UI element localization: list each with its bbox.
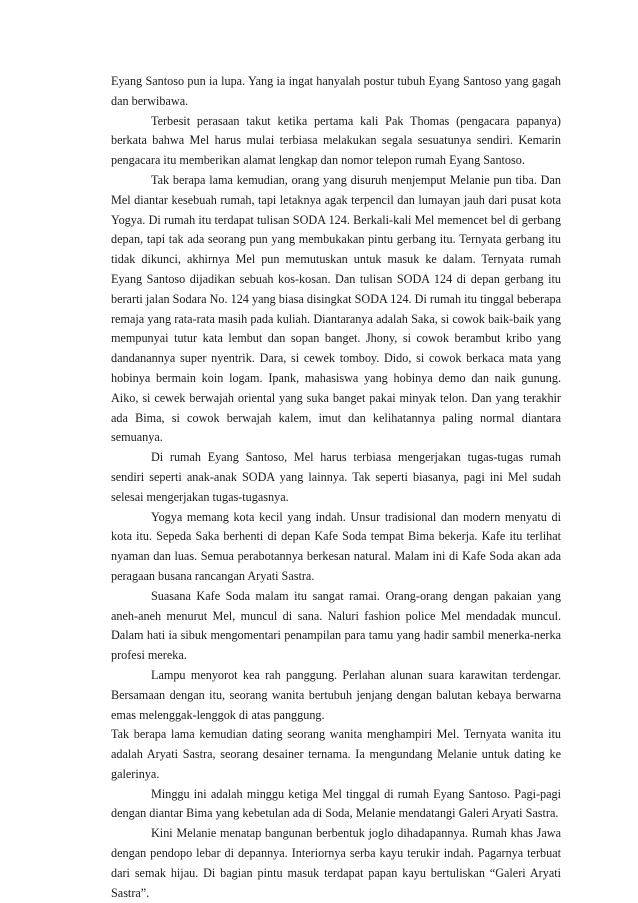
paragraph: Lampu menyorot kea rah panggung. Perlahan alunan suara karawitan terdengar. Bersamaan dengan itu, seorang wanita bertubuh jenjang dengan balutan kebaya berwarna emas melenggak-lenggok di atas panggung. — [111, 667, 561, 722]
paragraph: Minggu ini adalah minggu ketiga Mel tinggal di rumah Eyang Santoso. Pagi-pagi dengan diantar Bima yang kebetulan ada di Soda, Melanie mendatangi Galeri Aryati Sastra. — [111, 786, 561, 821]
document-page — [111, 72, 561, 903]
paragraph: Terbesit perasaan takut ketika pertama kali Pak Thomas (pengacara papanya) berkata bahwa Mel harus mulai terbiasa melakukan segala sesuatunya sendiri. Kemarin pengacara itu memberikan alamat lengkap dan nomor telepon rumah Eyang Santoso. — [111, 113, 561, 168]
paragraph: Kini Melanie menatap bangunan berbentuk joglo dihadapannya. Rumah khas Jawa dengan pendopo lebar di depannya. Interiornya serba kayu terukir indah. Pagarnya terbuat dari semak hijau. Di bagian pintu masuk terdapat papan kayu bertuliskan “Galeri Aryati Sastra”. — [111, 826, 561, 900]
paragraph: Suasana Kafe Soda malam itu sangat ramai. Orang-orang dengan pakaian yang aneh-aneh menurut Mel, muncul di sana. Naluri fashion police Mel mendadak muncul. Dalam hati ia sibuk mengomentari penampilan para tamu yang hadir sambil menerka-nerka profesi mereka. — [111, 588, 561, 663]
paragraph: Yogya memang kota kecil yang indah. Unsur tradisional dan modern menyatu di kota itu. Sepeda Saka berhenti di depan Kafe Soda tempat Bima bekerja. Kafe itu terlihat nyaman dan luas. Semua perabotannya berkesan natural. Malam ini di Kafe Soda akan ada peragaan busana rancangan Aryati Sastra. — [111, 509, 561, 583]
paragraph: Di rumah Eyang Santoso, Mel harus terbiasa mengerjakan tugas-tugas rumah sendiri seperti anak-anak SODA yang lainnya. Tak seperti biasanya, pagi ini Mel sudah selesai mengerjakan tugas-tugasnya. — [111, 450, 561, 504]
paragraph: Eyang Santoso pun ia lupa. Yang ia ingat hanyalah postur tubuh Eyang Santoso yang gagah dan berwibawa. — [111, 74, 561, 108]
paragraph: Tak berapa lama kemudian, orang yang disuruh menjemput Melanie pun tiba. Dan Mel diantar kesebuah rumah, tapi letaknya agak terpencil dan lumayan jauh dari pusat kota Yogya. Di rumah itu terdapat tulisan SODA 124. Berkali-kali Mel memencet bel di gerbang depan, tapi tak ada seorang pun yang membukakan pintu gerbang itu. Ternyata gerbang itu tidak dikunci, akhirnya Mel pun memutuskan untuk masuk ke dalam. Ternyata rumah Eyang Santoso dijadikan sebuah kos-kosan. Dan tulisan SODA 124 di depan gerbang itu berarti jalan Sodara No. 124 yang biasa disingkat SODA 124. Di rumah itu tinggal beberapa remaja yang rata-rata masih pada kuliah. Diantaranya adalah Saka, si cowok baik-baik yang mempunyai tutur kata lembut dan sopan banget. Jhony, si cowok berambut kribo yang dandanannya super nyentrik. Dara, si cewek tomboy. Dido, si cowok berkaca mata yang hobinya bermain koin logam. Ipank, mahasiswa yang hobinya demo dan naik gunung. Aiko, si cewek berwajah oriental yang suka banget pakai minyak telon. Dan yang terakhir ada Bima, si cowok berwajah kalem, imut dan kelihatannya paling normal diantara semuanya. — [111, 172, 561, 445]
paragraph: Tak berapa lama kemudian dating seorang wanita menghampiri Mel. Ternyata wanita itu adalah Aryati Sastra, seorang desainer ternama. Ia mengundang Melanie untuk dating ke galerinya. — [111, 727, 561, 781]
